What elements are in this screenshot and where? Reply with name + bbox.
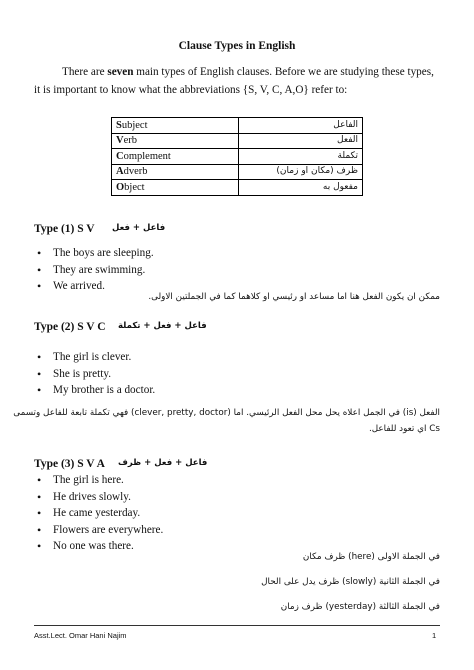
list-item: • Flowers are everywhere. [34,522,163,539]
table-row [112,180,363,196]
abbr-arabic: الفاعل [239,118,363,134]
table-row [112,118,363,134]
list-item: • He drives slowly. [34,489,163,506]
type2-note-line-2: Cs اي تعود للفاعل. [368,424,440,434]
intro-bold-seven: seven [107,66,134,78]
type3-note-2: في الجملة الثانية (slowly) ظرف يدل على الحال [261,577,440,587]
list-item: • We arrived. [34,278,154,295]
page-title: Clause Types in English [178,40,296,52]
list-item: • The girl is clever. [34,349,155,366]
type1-example-list [34,245,154,295]
intro-text-a: There are [62,66,108,78]
intro-text-b: main types of English clauses. Before we are studying these types, [133,66,434,78]
table-row [112,164,363,180]
type3-heading: Type (3) S V A [34,458,105,470]
intro-line-1 [62,66,434,78]
type3-example-list [34,472,163,555]
abbr-term: Subject [112,118,239,134]
list-item: • He came yesterday. [34,505,163,522]
footer-author: Asst.Lect. Omar Hani Najim [34,631,127,640]
list-item: • She is pretty. [34,366,155,383]
list-item: • They are swimming. [34,262,154,279]
abbr-term: Object [112,180,239,196]
type2-arabic-formula: فاعل + فعل + تكملة [118,321,207,331]
type3-note-3: في الجملة الثالثة (yesterday) ظرف زمان [280,602,440,612]
type2-example-list [34,349,155,399]
footer-divider [34,625,440,626]
abbr-arabic: مفعول به [239,180,363,196]
abbr-term: Verb [112,133,239,149]
type2-heading: Type (2) S V C [34,321,106,333]
type3-arabic-formula: فاعل + فعل + ظرف [118,458,208,468]
page-number: 1 [432,631,437,640]
abbr-arabic: ظرف (مكان او زمان) [239,164,363,180]
type1-note: ممكن ان يكون الفعل هنا اما مساعد او رئيسي او كلاهما كما في الجملتين الاولى. [148,292,440,302]
abbr-arabic: تكملة [239,149,363,165]
type3-note-1: في الجملة الاولى (here) ظرف مكان [302,552,440,562]
list-item: • The girl is here. [34,472,163,489]
abbr-term: Adverb [112,164,239,180]
type1-heading: Type (1) S V [34,223,95,235]
abbr-arabic: الفعل [239,133,363,149]
type1-arabic-formula: فاعل + فعل [112,223,166,233]
table-row [112,133,363,149]
type2-note-line-1: الفعل (is) في الجمل اعلاه يحل محل الفعل الرئيسي. اما (clever, pretty, doctor) فهي تكملة تابعة للفاعل وتسمى [13,408,440,418]
intro-line-2: it is important to know what the abbreviations {S, V, C, A,O} refer to: [34,84,348,96]
abbreviation-table [111,117,363,196]
list-item: • The boys are sleeping. [34,245,154,262]
list-item: • My brother is a doctor. [34,382,155,399]
abbr-term: Complement [112,149,239,165]
list-item: • No one was there. [34,538,163,555]
table-row [112,149,363,165]
